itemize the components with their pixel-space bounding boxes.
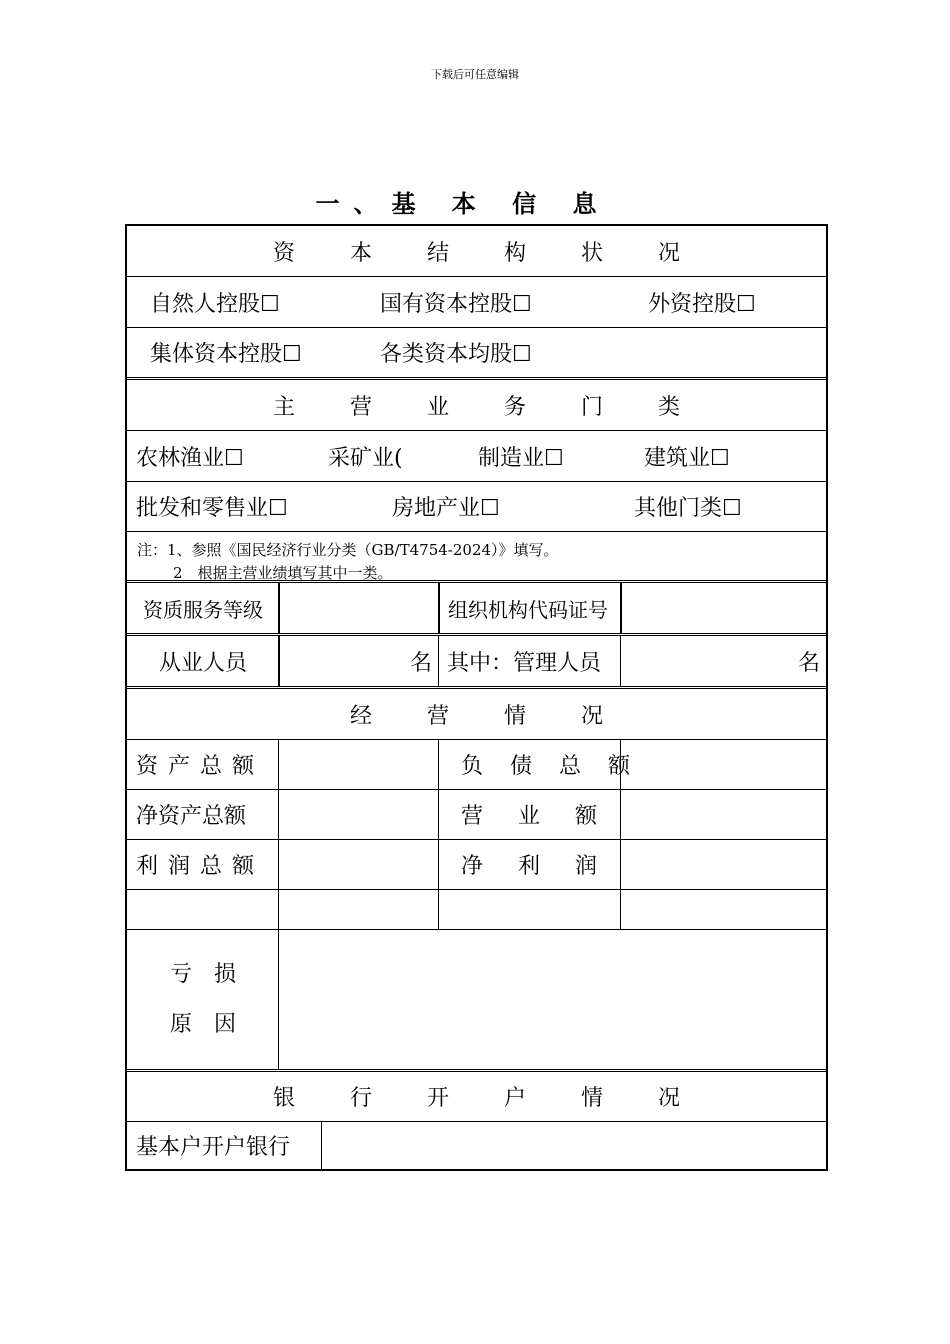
operation-heading-row [127,689,826,740]
basic-account-field[interactable] [321,1122,826,1169]
total-assets-field[interactable] [278,740,438,789]
agriculture-checkbox[interactable]: 农林渔业☐ [136,445,244,471]
bank-account-row [127,1122,826,1169]
qualification-field[interactable] [278,583,438,633]
net-profit-field[interactable] [620,840,826,889]
capital-row-2 [127,328,826,380]
blank-cell-3[interactable] [438,890,621,929]
blank-row [127,890,826,930]
page-title: 一、基 本 信 息 [315,189,611,218]
net-profit-label: 净 利 润 [438,840,621,889]
capital-row-1 [127,277,826,328]
revenue-field[interactable] [620,790,826,839]
staff-label: 从业人员 [158,650,247,676]
business-row-2 [127,482,826,532]
net-assets-row [127,790,826,840]
total-profit-label: 利润总额 [136,854,265,879]
qualification-row [127,583,826,636]
business-note-row [127,532,826,583]
real-estate-checkbox[interactable]: 房地产业☐ [392,496,500,521]
other-category-checkbox[interactable]: 其他门类☐ [634,496,742,521]
header-note: 下载后可任意编辑 [431,68,519,81]
construction-checkbox[interactable]: 建筑业☐ [644,445,730,471]
manufacturing-checkbox[interactable]: 制造业☐ [478,445,564,471]
business-row-1 [127,431,826,482]
total-profit-field[interactable] [278,840,438,889]
blank-cell-4[interactable] [620,890,826,929]
total-liabilities-label: 负 债 总 额 [438,740,621,789]
total-assets-label: 资产总额 [136,754,265,779]
loss-reason-field[interactable] [278,930,826,1069]
state-capital-checkbox[interactable]: 国有资本控股☐ [380,291,532,317]
business-heading: 主 营 业 务 门 类 [273,394,704,420]
net-assets-field[interactable] [278,790,438,839]
operation-heading: 经 营 情 况 [350,703,627,729]
mgmt-staff-count-field[interactable] [620,636,826,686]
blank-cell-2[interactable] [278,890,438,929]
total-liabilities-field[interactable] [620,740,826,789]
assets-row [127,740,826,790]
staff-unit: 名 [409,650,432,676]
profit-row [127,840,826,890]
mining-checkbox[interactable]: 采矿业( [328,445,403,471]
note-line-1: 注：1、参照《国民经济行业分类（GB/T4754-2024）》填写。 [137,541,559,559]
revenue-label: 营 业 额 [438,790,621,839]
staff-row [127,636,826,689]
bank-heading: 银 行 开 户 情 况 [273,1086,704,1111]
mgmt-staff-label: 其中：管理人员 [438,636,621,686]
basic-account-label: 基本户开户银行 [136,1135,291,1160]
net-assets-label: 净资产总额 [136,804,247,829]
foreign-capital-checkbox[interactable]: 外资控股☐ [648,291,756,317]
loss-reason-row [127,930,826,1072]
business-heading-row [127,380,826,431]
staff-count-field[interactable] [278,636,438,686]
org-code-label: 组织机构代码证号 [438,583,621,633]
wholesale-retail-checkbox[interactable]: 批发和零售业☐ [136,496,288,521]
natural-person-checkbox[interactable]: 自然人控股☐ [150,291,280,317]
org-code-field[interactable] [620,583,826,633]
blank-cell-1[interactable] [127,890,279,929]
note-line-2: 2 根据主营业绩填写其中一类。 [173,564,393,582]
loss-reason-label: 亏 损 原 因 [169,961,236,1037]
basic-info-form [125,224,828,1171]
mgmt-staff-unit: 名 [797,650,820,676]
qualification-label: 资质服务等级 [143,597,263,622]
mixed-capital-checkbox[interactable]: 各类资本均股☐ [380,342,532,367]
bank-heading-row [127,1072,826,1122]
collective-capital-checkbox[interactable]: 集体资本控股☐ [150,342,302,367]
capital-heading-row [127,226,826,277]
capital-heading: 资 本 结 构 状 况 [273,240,704,266]
